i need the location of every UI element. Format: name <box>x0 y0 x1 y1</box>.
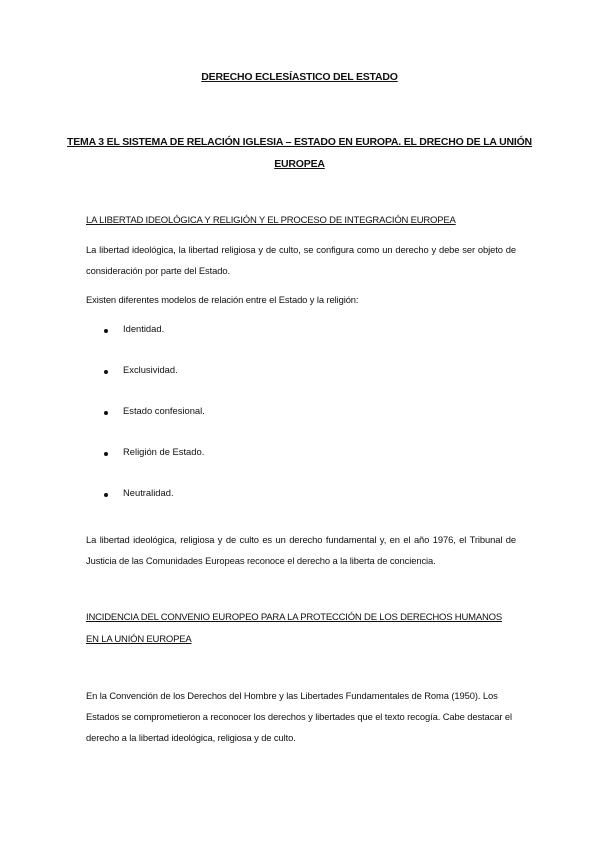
section-1-paragraph-3: La libertad ideológica, religiosa y de culto es un derecho fundamental y, en el año 1976, el Tribunal de Justicia de las Comunidades Europeas reconoce el derecho a la liberta de conciencia. <box>86 534 516 566</box>
bullet-icon <box>104 370 108 374</box>
list-item-label: Estado confesional. <box>123 405 205 416</box>
section-1-paragraph-1: La libertad ideológica, la libertad religiosa y de culto, se configura como un derecho y debe ser objeto de consideración por parte del Estado. <box>86 244 516 276</box>
list-item-label: Neutralidad. <box>123 487 174 498</box>
section-1-paragraph-2: Existen diferentes modelos de relación entre el Estado y la religión: <box>86 294 359 305</box>
topic-heading: TEMA 3 EL SISTEMA DE RELACIÓN IGLESIA – ESTADO EN EUROPA. EL DRECHO DE LA UNIÓN EUROPEA <box>67 136 532 170</box>
bullet-icon <box>104 411 108 415</box>
section-2-heading: INCIDENCIA DEL CONVENIO EUROPEO PARA LA PROTECCIÓN DE LOS DERECHOS HUMANOS EN LA UNIÓN EUROPEA <box>86 612 502 645</box>
list-item-label: Religión de Estado. <box>123 446 205 457</box>
list-item-label: Identidad. <box>123 323 165 334</box>
section-1-heading: LA LIBERTAD IDEOLÓGICA Y RELIGIÓN Y EL PROCESO DE INTEGRACIÓN EUROPEA <box>86 215 456 226</box>
bullet-icon <box>104 452 108 456</box>
document-title: DERECHO ECLESÍASTICO DEL ESTADO <box>201 71 398 83</box>
bullet-icon <box>104 493 108 497</box>
list-item-label: Exclusividad. <box>123 364 178 375</box>
bullet-icon <box>104 329 108 333</box>
section-2-paragraph-1: En la Convención de los Derechos del Hombre y las Libertades Fundamentales de Roma (1950). Los Estados se comprometieron a reconocer los derechos y libertades que el texto recogía. Cabe destacar el derecho a la libertad ideológica, religiosa y de culto. <box>86 690 512 743</box>
